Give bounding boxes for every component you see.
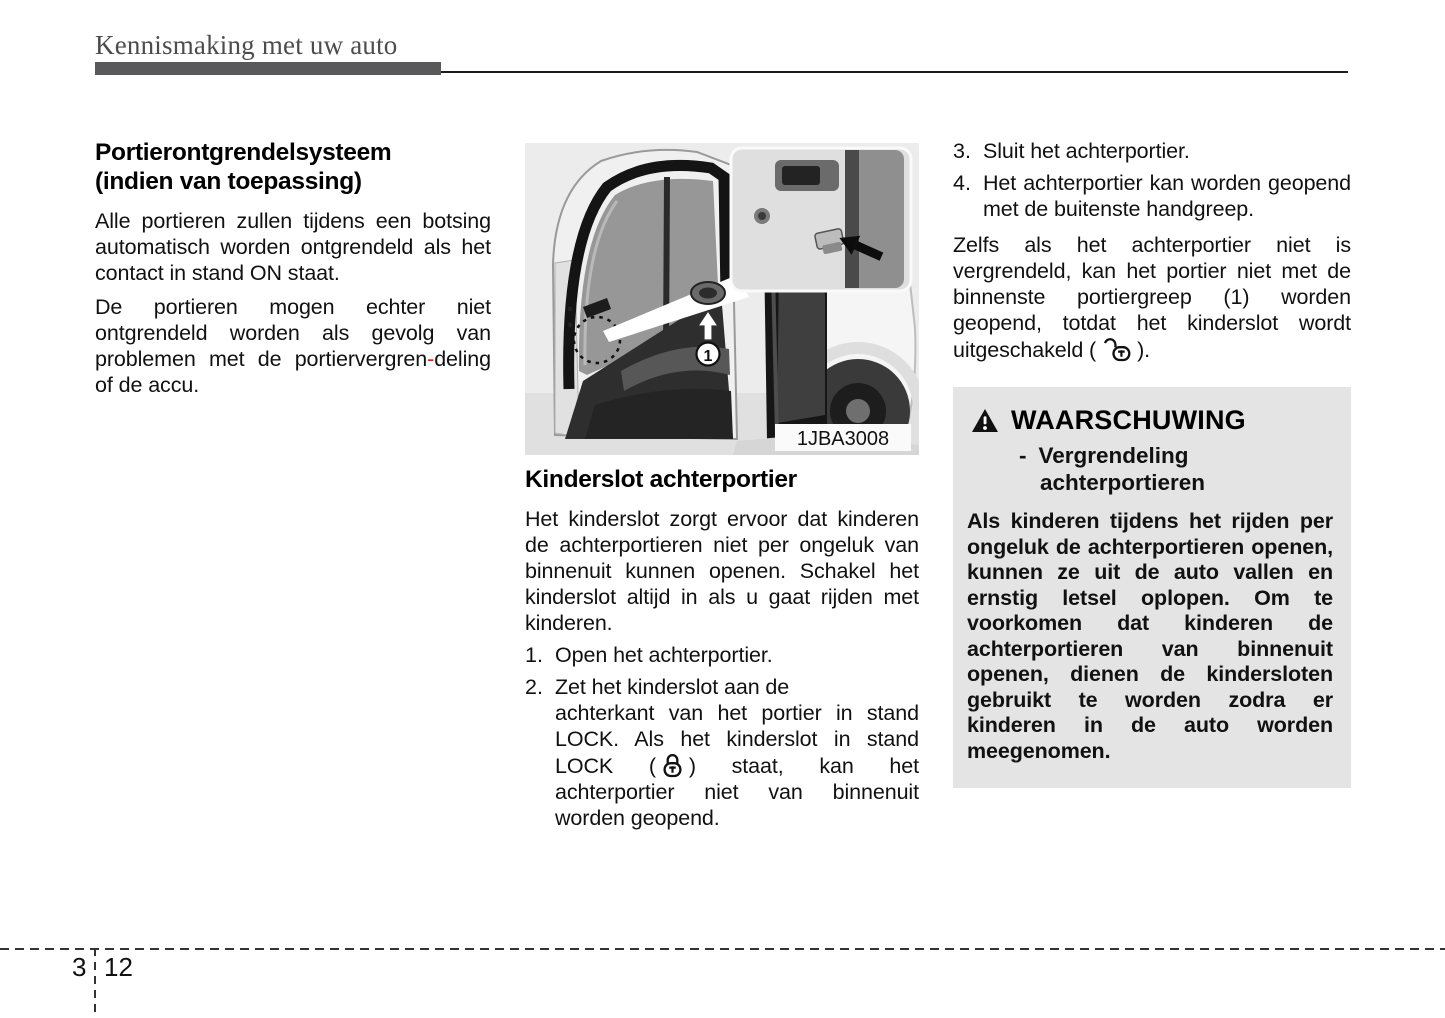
footer-chapter-number: 3 <box>72 952 87 982</box>
warning-box <box>953 387 1351 788</box>
warning-body: Als kinderen tijdens het rijden per ongeluk de achterportieren openen, kunnen ze uit de auto vallen en ernstig letsel oplopen. Om te voorkomen dat kinderen de achterportieren van binnenuit openen, dienen de kindersloten gebruikt te worden zodra er kinderen in de auto worden meegenomen. <box>967 509 1333 763</box>
left-column <box>95 138 491 398</box>
car-rear-door-photo <box>525 143 919 455</box>
paragraph: Zelfs als het achterportier niet is vergrendeld, kan het portier niet met de binnenste portiergreep (1) worden geopend, totdat het kinderslot wordt uitgeschakeld ( ). <box>953 233 1351 362</box>
warning-triangle-icon <box>971 408 999 433</box>
warning-subtitle-line2: achterportieren <box>1040 470 1206 495</box>
paragraph: Alle portieren zullen tijdens een botsing automatisch worden ontgrendeld als het contact in stand ON staat. <box>95 209 491 285</box>
list-number: 1. <box>525 643 543 667</box>
warning-title: WAARSCHUWING <box>1011 405 1246 435</box>
header-accent-bar <box>95 62 441 75</box>
section-heading-line2: (indien van toepassing) <box>95 168 362 195</box>
figure-code: 1JBA3008 <box>796 428 890 450</box>
list-item <box>525 674 919 831</box>
footer-page-number: 12 <box>104 952 133 982</box>
list-number: 2. <box>525 675 543 699</box>
footer-dashed-divider <box>94 948 96 1018</box>
lock-closed-icon <box>662 752 683 778</box>
lock-open-icon <box>1102 336 1131 362</box>
list-number: 3. <box>953 139 971 163</box>
section-heading <box>95 138 491 196</box>
right-column <box>953 138 1351 788</box>
door-childlock-figure <box>525 143 919 455</box>
child-lock-inset <box>731 148 911 291</box>
callout-number: 1 <box>703 348 713 365</box>
list-item <box>953 138 1351 164</box>
list-item <box>953 170 1351 222</box>
list-text: Sluit het achterportier. <box>983 139 1190 163</box>
warning-header <box>971 405 1333 436</box>
middle-column <box>525 143 919 831</box>
page-title: Kennismaking met uw auto <box>95 30 398 60</box>
warning-subtitle-line1: - Vergrendeling <box>1019 443 1189 468</box>
list-text: Zet het kinderslot aan de achterkant van het portier in stand LOCK. Als het kinderslot in stand LOCK ( ) staat, kan het achterportier niet van binnenuit worden geopend. <box>555 675 919 830</box>
paragraph: De portieren mogen echter niet ontgrendeld worden als gevolg van problemen met de portiervergren-deling of de accu. <box>95 295 491 397</box>
red-hyphen: - <box>427 347 435 371</box>
list-number: 4. <box>953 171 971 195</box>
list-text: Het achterportier kan worden geopend met de buitenste handgreep. <box>983 171 1351 221</box>
list-text: Open het achterportier. <box>555 643 773 667</box>
paragraph: Het kinderslot zorgt ervoor dat kinderen de achterportieren niet per ongeluk van binnenuit kunnen openen. Schakel het kinderslot altijd in als u gaat rijden met kinderen. <box>525 507 919 635</box>
footer-dashed-rule <box>0 948 1445 950</box>
section-heading: Kinderslot achterportier <box>525 466 797 493</box>
list-item <box>525 642 919 668</box>
section-heading-line1: Portierontgrendelsysteem <box>95 139 392 166</box>
